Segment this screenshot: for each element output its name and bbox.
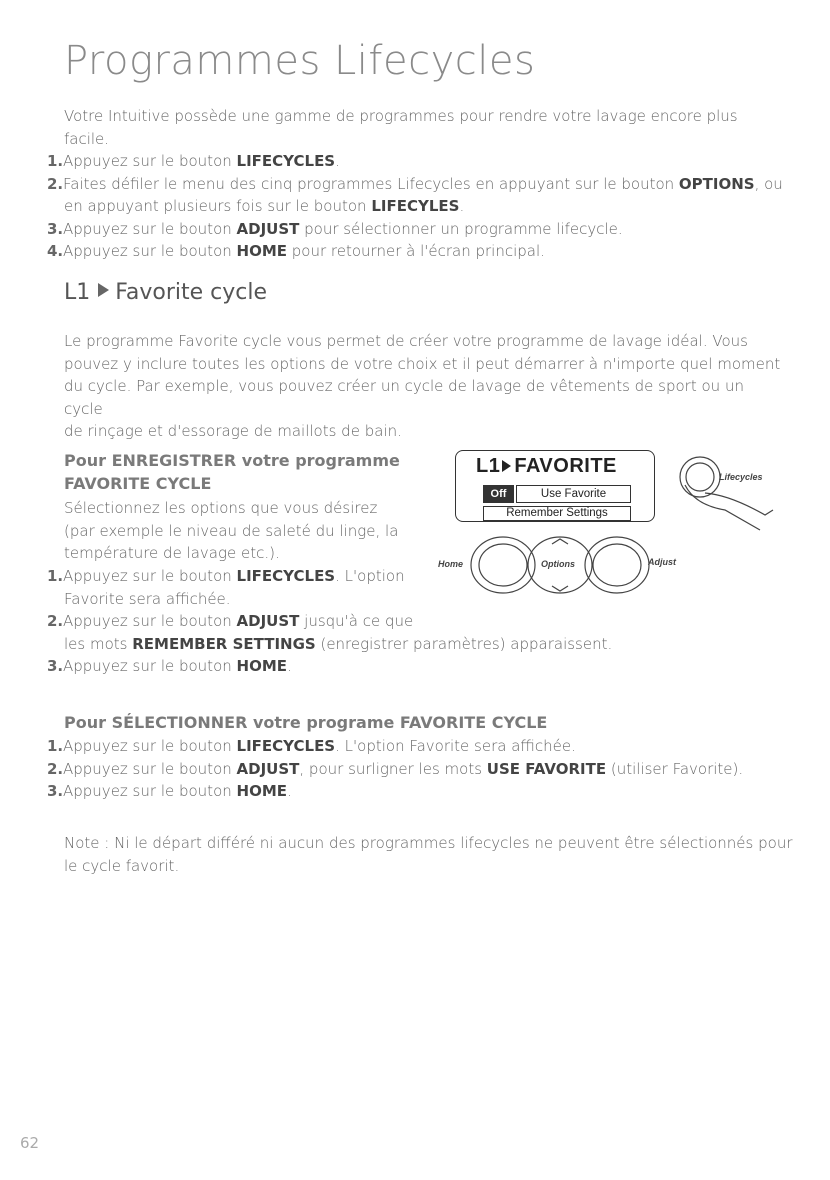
adjust-button-inner <box>593 544 641 586</box>
save-heading: Pour ENREGISTRER votre programme <box>64 451 400 470</box>
home-button-inner <box>479 544 527 586</box>
lcd-title: L1 FAVORITE <box>476 455 617 477</box>
options-label: Options <box>541 559 575 569</box>
select-steps <box>47 735 807 803</box>
list-item: 2.Appuyez sur le bouton ADJUST jusqu'à ce que <box>47 612 414 630</box>
lifecycles-button-diagram <box>665 455 785 535</box>
list-item: 1.Appuyez sur le bouton LIFECYCLES. L'option <box>47 567 405 585</box>
list-item-continuation: les mots REMEMBER SETTINGS (enregistrer paramètres) apparaissent. <box>64 634 613 653</box>
adjust-button <box>585 537 649 593</box>
list-item: 3.Appuyez sur le bouton HOME. <box>47 782 292 800</box>
note: Note : Ni le départ différé ni aucun des programmes lifecycles ne peuvent être sélectionnés pour le cycle favorit. <box>64 834 793 875</box>
pressing-finger-icon <box>685 485 773 530</box>
list-item-continuation: en appuyant plusieurs fois sur le bouton LIFECYLES. <box>64 197 465 215</box>
save-steps <box>47 565 807 678</box>
home-button <box>471 537 535 593</box>
list-item: 3.Appuyez sur le bouton HOME. <box>47 657 292 675</box>
list-item: 1.Appuyez sur le bouton LIFECYCLES. L'option Favorite sera affichée. <box>47 737 576 755</box>
page-title: Programmes Lifecycles <box>64 38 536 84</box>
options-up-chevron-icon <box>552 539 568 544</box>
home-label: Home <box>438 559 464 569</box>
list-item: 2.Faites défiler le menu des cinq programmes Lifecycles en appuyant sur le bouton OPTIONS, ou <box>47 174 783 193</box>
adjust-label: Adjust <box>648 557 676 567</box>
list-item: 1.Appuyez sur le bouton LIFECYCLES. <box>47 152 340 170</box>
save-description: Sélectionnez les options que vous désirez (par exemple le niveau de saleté du linge, la température de lavage etc.). <box>64 499 399 562</box>
steps-list <box>47 150 784 263</box>
options-down-chevron-icon <box>552 586 568 591</box>
select-heading: Pour SÉLECTIONNER votre programe FAVORITE CYCLE <box>64 713 548 732</box>
list-item-continuation: Favorite sera affichée. <box>64 589 231 608</box>
intro-text: Votre Intuitive possède une gamme de programmes pour rendre votre lavage encore plus facile. <box>64 107 738 148</box>
page-number: 62 <box>20 1134 40 1152</box>
list-item: 4.Appuyez sur le bouton HOME pour retourner à l'écran principal. <box>47 242 545 260</box>
intro-block <box>47 105 784 263</box>
lcd-display <box>455 450 655 522</box>
play-arrow-icon <box>502 460 511 472</box>
save-heading-2: FAVORITE CYCLE <box>64 474 212 493</box>
list-item: 3.Appuyez sur le bouton ADJUST pour sélectionner un programme lifecycle. <box>47 219 623 238</box>
list-item: 2.Appuyez sur le bouton ADJUST, pour surligner les mots USE FAVORITE (utiliser Favorite). <box>47 759 744 778</box>
play-arrow-icon <box>98 283 109 297</box>
lcd-off-option: Off <box>483 485 514 503</box>
lcd-remember-settings-option: Remember Settings <box>483 506 631 521</box>
save-section <box>64 449 400 495</box>
section-heading: L1 Favorite cycle <box>64 280 268 305</box>
lcd-use-favorite-option: Use Favorite <box>516 485 631 503</box>
lifecycles-label: Lifecycles <box>719 472 763 482</box>
favorite-description: Le programme Favorite cycle vous permet de créer votre programme de lavage idéal. Vous pouvez y inclure toutes les options de votre choix et il peut démarrer à n'importe quel moment du cycle. Par exemple, vous pouvez créer un cycle de lavage de vêtements de sport ou un cycle de rinçage et d'essorage de maillots de bain. <box>64 332 781 440</box>
